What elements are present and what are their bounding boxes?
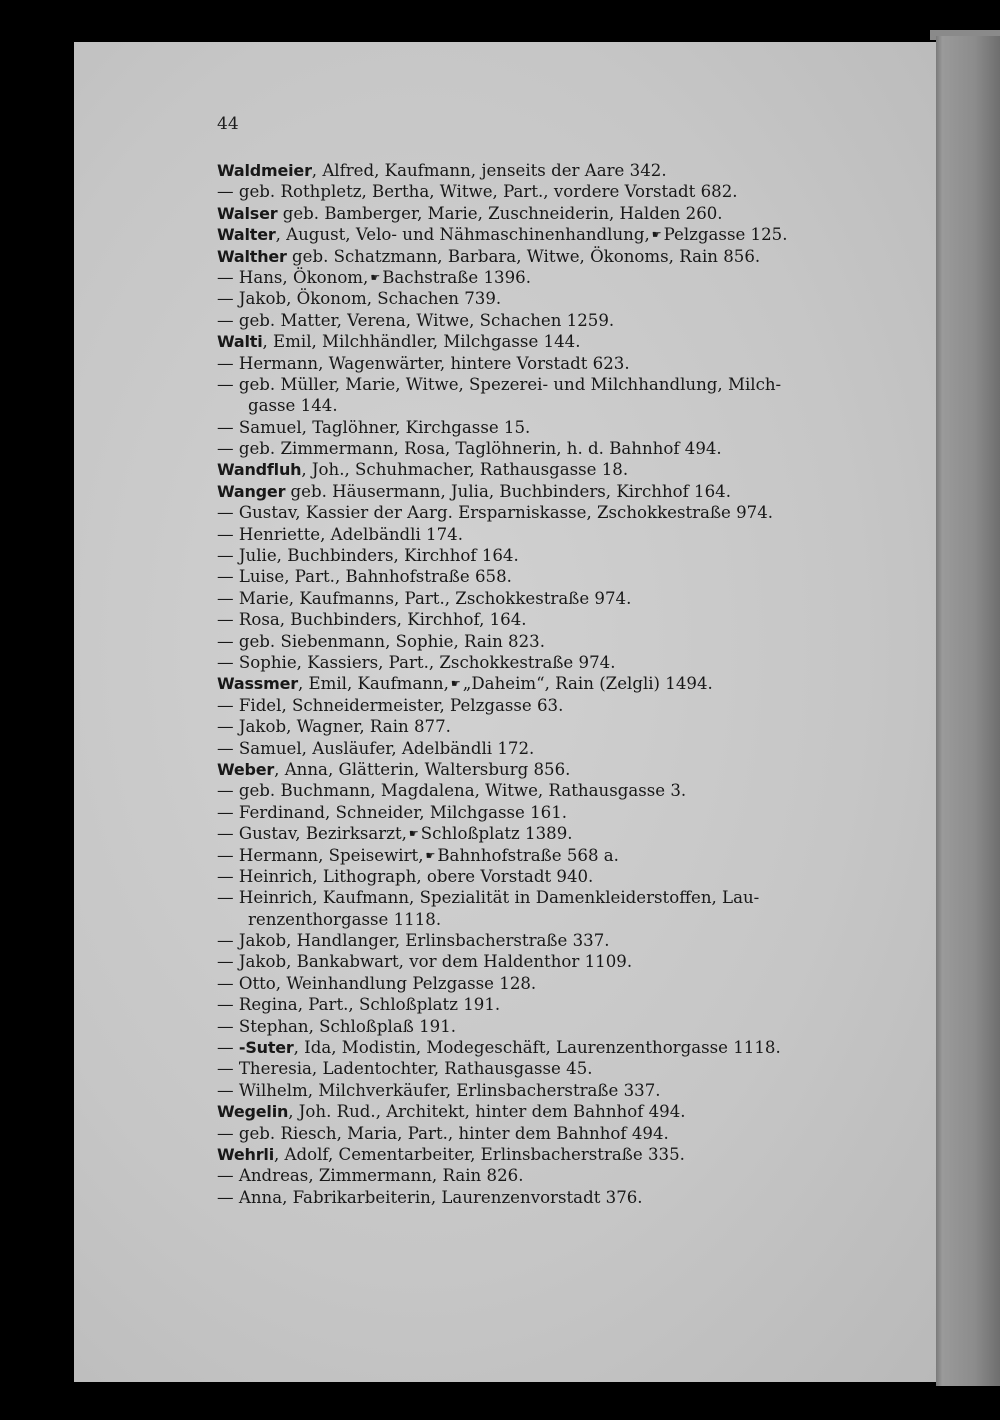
directory-line bbox=[217, 1037, 897, 1058]
directory-line bbox=[217, 652, 897, 673]
directory-line bbox=[217, 1187, 897, 1208]
entry-text: , Joh., Schuhmacher, Rathausgasse 18. bbox=[301, 460, 629, 480]
entry-text: — Gustav, Kassier der Aarg. Ersparniskasse, Zschokkestraße 974. bbox=[217, 503, 774, 523]
entry-text: , August, Velo- und Nähmaschinenhandlung, bbox=[275, 225, 650, 245]
directory-line bbox=[217, 930, 897, 951]
entry-text: , Joh. Rud., Architekt, hinter dem Bahnhof 494. bbox=[288, 1102, 686, 1122]
entry-text: — Rosa, Buchbinders, Kirchhof, 164. bbox=[217, 610, 527, 630]
directory-line bbox=[217, 331, 897, 352]
entry-text: — geb. Buchmann, Magdalena, Witwe, Rathausgasse 3. bbox=[217, 781, 687, 801]
directory-line bbox=[217, 780, 897, 801]
surname-heading: Wassmer bbox=[217, 674, 298, 694]
directory-line bbox=[217, 738, 897, 759]
directory-line bbox=[217, 438, 897, 459]
entry-text: geb. Bamberger, Marie, Zuschneiderin, Halden 260. bbox=[277, 203, 723, 223]
entry-text: — Jakob, Wagner, Rain 877. bbox=[217, 717, 451, 737]
entry-text: — Gustav, Bezirksarzt, bbox=[217, 824, 407, 844]
surname-heading: Walter bbox=[217, 225, 276, 245]
directory-line bbox=[217, 845, 897, 866]
directory-line bbox=[217, 417, 897, 438]
directory-line bbox=[217, 246, 897, 267]
surname-heading: Weber bbox=[217, 759, 275, 779]
directory-line bbox=[217, 631, 897, 652]
page-number: 44 bbox=[217, 114, 239, 134]
directory-line bbox=[217, 224, 897, 245]
directory-line bbox=[217, 160, 897, 181]
directory-line bbox=[217, 1101, 897, 1122]
entry-text-continued: Bahnhofstraße 568 a. bbox=[437, 845, 619, 865]
directory-line bbox=[217, 1165, 897, 1186]
directory-line bbox=[217, 588, 897, 609]
entry-text: — geb. Rothpletz, Bertha, Witwe, Part., vordere Vorstadt 682. bbox=[217, 182, 738, 202]
directory-line bbox=[217, 973, 897, 994]
surname-heading: Wehrli bbox=[217, 1144, 274, 1164]
surname-heading: Wanger bbox=[217, 481, 286, 501]
entry-text-continued: Pelzgasse 125. bbox=[663, 225, 788, 245]
entry-text: — Ferdinand, Schneider, Milchgasse 161. bbox=[217, 802, 568, 822]
surname-heading: -Suter bbox=[238, 1038, 294, 1058]
entry-text: — Jakob, Bankabwart, vor dem Haldenthor 1109. bbox=[217, 952, 633, 972]
entry-text: — Sophie, Kassiers, Part., Zschokkestraße 974. bbox=[217, 652, 616, 672]
entry-text: geb. Schatzmann, Barbara, Witwe, Ökonoms, Rain 856. bbox=[286, 246, 761, 266]
surname-heading: Wandfluh bbox=[217, 460, 302, 480]
entry-text-continued: „Daheim“, Rain (Zelgli) 1494. bbox=[462, 674, 713, 694]
surname-heading: Walti bbox=[217, 332, 263, 352]
entry-text: — Henriette, Adelbändli 174. bbox=[217, 524, 464, 544]
entry-text: geb. Häusermann, Julia, Buchbinders, Kirchhof 164. bbox=[285, 481, 731, 501]
entry-text: — geb. Riesch, Maria, Part., hinter dem Bahnhof 494. bbox=[217, 1123, 669, 1143]
directory-line bbox=[217, 673, 897, 694]
entry-text: — Wilhelm, Milchverkäufer, Erlinsbacherstraße 337. bbox=[217, 1080, 661, 1100]
entry-text: — geb. Müller, Marie, Witwe, Spezerei- und Milchhandlung, Milch- bbox=[217, 374, 782, 394]
directory-line bbox=[217, 802, 897, 823]
entry-text: gasse 144. bbox=[248, 396, 338, 416]
entry-text: — Hermann, Speisewirt, bbox=[217, 845, 424, 865]
directory-line bbox=[217, 267, 897, 288]
directory-line bbox=[217, 374, 897, 395]
entry-text: — Julie, Buchbinders, Kirchhof 164. bbox=[217, 546, 519, 566]
entry-text: — Jakob, Ökonom, Schachen 739. bbox=[217, 289, 502, 309]
directory-line bbox=[217, 288, 897, 309]
entry-text: — Luise, Part., Bahnhofstraße 658. bbox=[217, 567, 512, 587]
directory-line bbox=[217, 994, 897, 1015]
directory-line bbox=[217, 951, 897, 972]
directory-line bbox=[217, 887, 897, 908]
entry-text: — Otto, Weinhandlung Pelzgasse 128. bbox=[217, 973, 537, 993]
entry-dash: — bbox=[217, 1038, 239, 1058]
entry-text: — Samuel, Taglöhner, Kirchgasse 15. bbox=[217, 417, 531, 437]
directory-line bbox=[217, 353, 897, 374]
surname-heading: Walser bbox=[217, 203, 278, 223]
entry-text-continued: Bachstraße 1396. bbox=[382, 267, 531, 287]
entry-text-continued: Schloßplatz 1389. bbox=[420, 824, 573, 844]
directory-line bbox=[217, 203, 897, 224]
entry-text: — Theresia, Ladentochter, Rathausgasse 45. bbox=[217, 1059, 593, 1079]
entry-text: — Heinrich, Kaufmann, Spezialität in Damenkleiderstoffen, Lau- bbox=[217, 888, 760, 908]
next-page-edge bbox=[936, 36, 1000, 1386]
entry-text: — Marie, Kaufmanns, Part., Zschokkestraße 974. bbox=[217, 588, 632, 608]
pointing-hand-icon: ☛ bbox=[425, 848, 436, 862]
directory-line bbox=[217, 716, 897, 737]
entry-text: — geb. Matter, Verena, Witwe, Schachen 1259. bbox=[217, 310, 615, 330]
directory-line bbox=[217, 866, 897, 887]
directory-line bbox=[217, 1080, 897, 1101]
directory-line bbox=[217, 481, 897, 502]
directory-line bbox=[217, 695, 897, 716]
entry-text: — geb. Zimmermann, Rosa, Taglöhnerin, h. d. Bahnhof 494. bbox=[217, 439, 722, 459]
directory-line bbox=[217, 909, 897, 930]
directory-line bbox=[217, 502, 897, 523]
entry-text: , Adolf, Cementarbeiter, Erlinsbacherstraße 335. bbox=[273, 1144, 685, 1164]
pointing-hand-icon: ☛ bbox=[450, 677, 461, 691]
directory-entries bbox=[217, 160, 897, 1208]
directory-line bbox=[217, 310, 897, 331]
directory-line bbox=[217, 1016, 897, 1037]
directory-line bbox=[217, 609, 897, 630]
entry-text: renzenthorgasse 1118. bbox=[248, 909, 442, 929]
entry-text: , Anna, Glätterin, Waltersburg 856. bbox=[274, 759, 571, 779]
directory-line bbox=[217, 181, 897, 202]
directory-line bbox=[217, 1144, 897, 1165]
surname-heading: Wegelin bbox=[217, 1102, 289, 1122]
entry-text: — Stephan, Schloßplaß 191. bbox=[217, 1016, 457, 1036]
directory-line bbox=[217, 459, 897, 480]
entry-text: , Emil, Milchhändler, Milchgasse 144. bbox=[262, 332, 581, 352]
entry-text: — Hans, Ökonom, bbox=[217, 267, 369, 287]
directory-line bbox=[217, 395, 897, 416]
entry-text: — Fidel, Schneidermeister, Pelzgasse 63. bbox=[217, 695, 564, 715]
entry-text: — Jakob, Handlanger, Erlinsbacherstraße 337. bbox=[217, 931, 610, 951]
directory-line bbox=[217, 566, 897, 587]
surname-heading: Waldmeier bbox=[217, 161, 312, 180]
entry-text: — Anna, Fabrikarbeiterin, Laurenzenvorstadt 376. bbox=[217, 1187, 643, 1207]
surname-heading: Walther bbox=[217, 246, 287, 266]
directory-line bbox=[217, 545, 897, 566]
entry-text: — geb. Siebenmann, Sophie, Rain 823. bbox=[217, 631, 545, 651]
entry-text: — Hermann, Wagenwärter, hintere Vorstadt 623. bbox=[217, 353, 630, 373]
pointing-hand-icon: ☛ bbox=[408, 827, 419, 841]
directory-line bbox=[217, 524, 897, 545]
directory-line bbox=[217, 759, 897, 780]
entry-text: — Regina, Part., Schloßplatz 191. bbox=[217, 995, 501, 1015]
directory-line bbox=[217, 1123, 897, 1144]
entry-text: — Samuel, Ausläufer, Adelbändli 172. bbox=[217, 738, 535, 758]
directory-line bbox=[217, 823, 897, 844]
directory-line bbox=[217, 1058, 897, 1079]
entry-text: , Emil, Kaufmann, bbox=[297, 674, 449, 694]
entry-text: — Andreas, Zimmermann, Rain 826. bbox=[217, 1166, 524, 1186]
entry-text: , Alfred, Kaufmann, jenseits der Aare 342. bbox=[311, 161, 667, 180]
pointing-hand-icon: ☛ bbox=[651, 228, 662, 242]
pointing-hand-icon: ☛ bbox=[370, 270, 381, 284]
entry-text: , Ida, Modistin, Modegeschäft, Laurenzenthorgasse 1118. bbox=[293, 1038, 781, 1058]
entry-text: — Heinrich, Lithograph, obere Vorstadt 940. bbox=[217, 866, 594, 886]
